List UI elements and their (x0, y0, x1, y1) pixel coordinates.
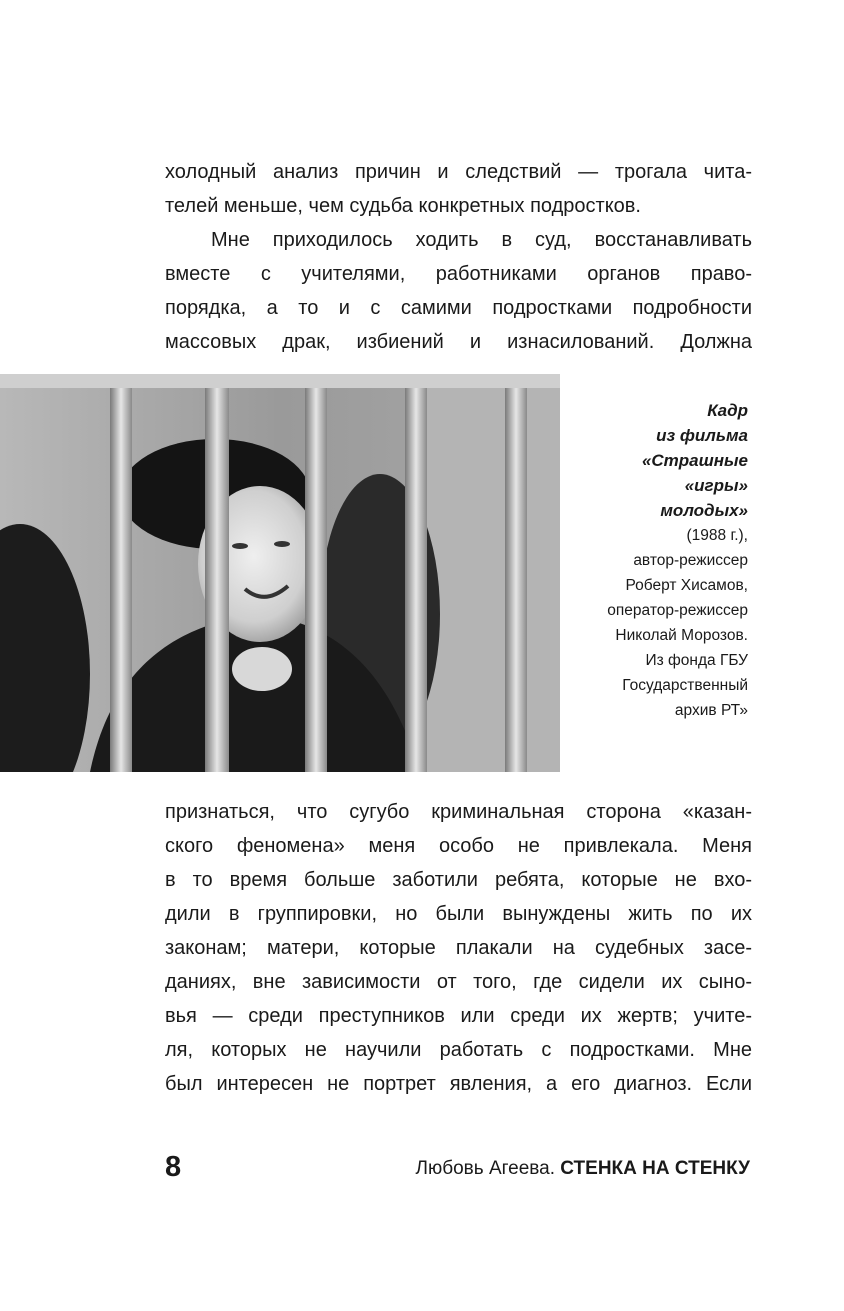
body-text-top (165, 155, 752, 359)
caption-line: Роберт Хисамов, (625, 577, 748, 594)
film-still-photo (0, 374, 560, 772)
text-line: телей меньше, чем судьба конкретных подростков. (165, 195, 641, 217)
caption-line: оператор-режиссер (607, 602, 748, 619)
caption-line: Николай Морозов. (615, 627, 748, 644)
text-line: даниях, вне зависимости от того, где сидели их сыно- (165, 971, 752, 993)
text-line: дили в группировки, но были вынуждены жить по их (165, 903, 752, 925)
text-line: порядка, а то и с самими подростками подробности (165, 297, 752, 319)
text-line: законам; матери, которые плакали на судебных засе- (165, 937, 752, 959)
caption-title-line: Кадр (707, 401, 748, 420)
caption-line: Из фонда ГБУ (645, 652, 748, 669)
text-line: вья — среди преступников или среди их жертв; учите- (165, 1005, 752, 1027)
text-line: был интересен не портрет явления, а его диагноз. Если (165, 1073, 752, 1095)
text-line: массовых драк, избиений и изнасилований. Должна (165, 331, 752, 353)
text-line: ского феномена» меня особо не привлекала. Меня (165, 835, 752, 857)
caption-title-line: молодых» (660, 501, 748, 520)
caption-line: архив РТ» (674, 702, 748, 719)
running-head-author: Любовь Агеева. (415, 1158, 556, 1179)
text-line: холодный анализ причин и следствий — трогала чита- (165, 161, 752, 183)
caption-title-line: «Страшные (641, 451, 748, 470)
text-line: в то время больше заботили ребята, которые не вхо- (165, 869, 752, 891)
caption-line: автор-режиссер (633, 552, 748, 569)
film-still-photo-icon (0, 374, 560, 772)
body-text-bottom (165, 795, 752, 1101)
text-line: ля, которых не научили работать с подростками. Мне (165, 1039, 752, 1061)
caption-line: (1988 г.), (686, 527, 748, 544)
text-line: вместе с учителями, работниками органов право- (165, 263, 752, 285)
caption-line: Государственный (622, 677, 748, 694)
running-head (416, 1155, 750, 1183)
text-line: признаться, что сугубо криминальная сторона «казан- (165, 801, 752, 823)
page-number: 8 (165, 1151, 182, 1183)
running-head-title: СТЕНКА НА СТЕНКУ (560, 1158, 750, 1179)
caption-title-line: «игры» (684, 476, 748, 495)
photo-caption (566, 398, 748, 723)
caption-title-line: из фильма (656, 426, 748, 445)
text-line: Мне приходилось ходить в суд, восстанавливать (211, 229, 752, 251)
